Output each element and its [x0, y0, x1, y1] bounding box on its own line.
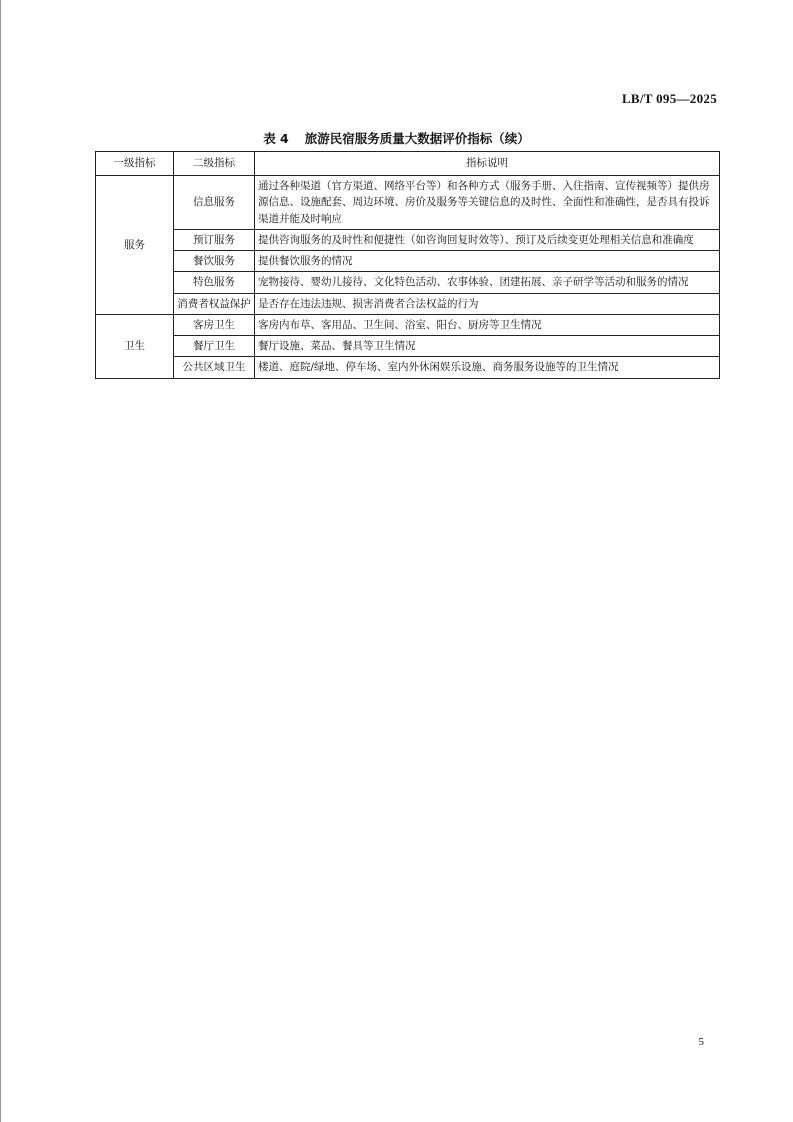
- table-row: [96, 251, 720, 272]
- level2-cell: 信息服务: [174, 176, 255, 230]
- level2-cell: 消费者权益保护: [174, 293, 255, 314]
- table-header-row: [96, 152, 720, 176]
- level2-cell: 公共区域卫生: [174, 357, 255, 378]
- table-row: [96, 272, 720, 293]
- table-title-text: 旅游民宿服务质量大数据评价指标（续）: [304, 131, 530, 146]
- table-row: [96, 336, 720, 357]
- description-cell: 是否存在违法违规、损害消费者合法权益的行为: [255, 293, 720, 314]
- group-cell-service: 服务: [96, 176, 174, 315]
- column-header-level1: 一级指标: [96, 152, 174, 176]
- level2-cell: 预订服务: [174, 229, 255, 250]
- page-edge-line: [0, 0, 1, 1122]
- description-cell: 客房内布草、客用品、卫生间、浴室、阳台、厨房等卫生情况: [255, 314, 720, 335]
- table-row: [96, 357, 720, 378]
- table-row: [96, 176, 720, 230]
- description-cell: 提供咨询服务的及时性和便捷性（如咨询回复时效等）、预订及后续变更处理相关信息和准确度: [255, 229, 720, 250]
- column-header-description: 指标说明: [255, 152, 720, 176]
- group-cell-hygiene: 卫生: [96, 314, 174, 378]
- level2-cell: 特色服务: [174, 272, 255, 293]
- table-number: 表 4: [263, 131, 289, 146]
- description-cell: 通过各种渠道（官方渠道、网络平台等）和各种方式（服务手册、入住指南、宣传视频等）提供房源信息、设施配套、周边环境、房价及服务等关键信息的及时性、全面性和准确性，是否具有投诉渠道并能及时响应: [255, 176, 720, 230]
- column-header-level2: 二级指标: [174, 152, 255, 176]
- table-row: [96, 293, 720, 314]
- indicator-table: [95, 151, 720, 379]
- table-title: [0, 129, 793, 147]
- description-cell: 宠物接待、婴幼儿接待、文化特色活动、农事体验、团建拓展、亲子研学等活动和服务的情况: [255, 272, 720, 293]
- document-code: LB/T 095—2025: [621, 91, 717, 106]
- table-row: [96, 229, 720, 250]
- level2-cell: 餐饮服务: [174, 251, 255, 272]
- level2-cell: 客房卫生: [174, 314, 255, 335]
- description-cell: 餐厅设施、菜品、餐具等卫生情况: [255, 336, 720, 357]
- page-number: 5: [698, 1036, 704, 1048]
- table-row: [96, 314, 720, 335]
- description-cell: 提供餐饮服务的情况: [255, 251, 720, 272]
- description-cell: 楼道、庭院/绿地、停车场、室内外休闲娱乐设施、商务服务设施等的卫生情况: [255, 357, 720, 378]
- level2-cell: 餐厅卫生: [174, 336, 255, 357]
